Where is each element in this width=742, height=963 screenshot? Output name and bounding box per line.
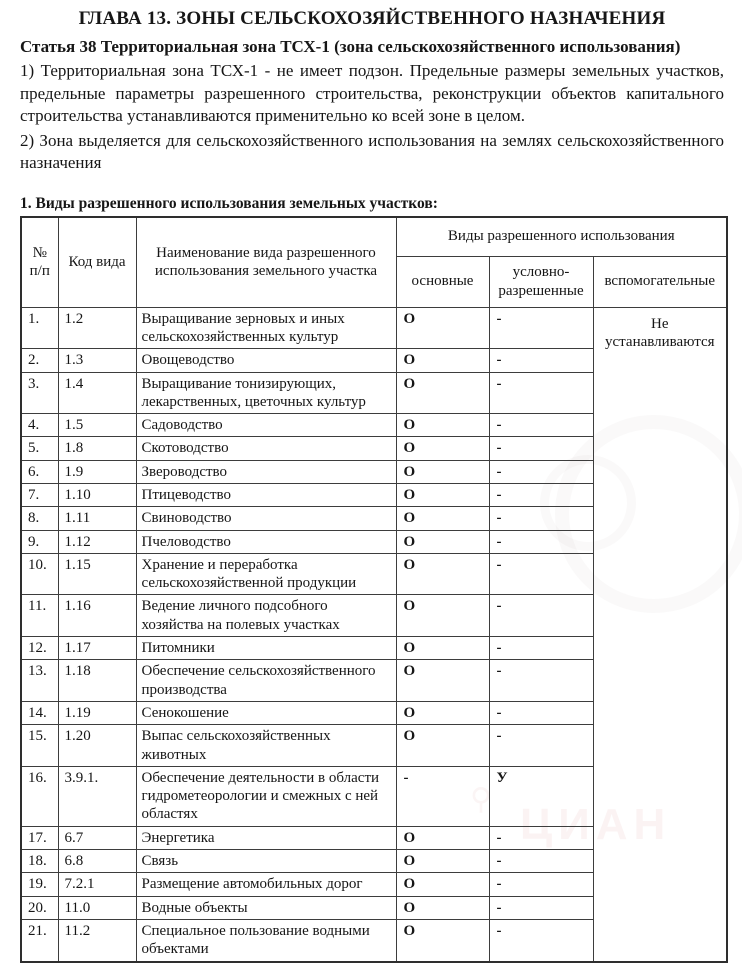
row-name: Скотоводство <box>136 437 396 460</box>
row-main-value: О <box>396 919 489 961</box>
auxiliary-merged-cell: Не устанавливаются <box>593 307 727 961</box>
row-conditional-value: - <box>489 896 593 919</box>
row-num: 5. <box>21 437 58 460</box>
row-main-value: О <box>396 484 489 507</box>
row-conditional-value: - <box>489 507 593 530</box>
row-name: Сенокошение <box>136 701 396 724</box>
row-main-value: О <box>396 460 489 483</box>
row-main-value: О <box>396 896 489 919</box>
row-code: 1.3 <box>58 349 136 372</box>
row-conditional-value: - <box>489 484 593 507</box>
row-name: Выращивание зерновых и иных сельскохозяйственных культур <box>136 307 396 349</box>
row-code: 1.10 <box>58 484 136 507</box>
row-name: Специальное пользование водными объектами <box>136 919 396 961</box>
row-main-value: О <box>396 826 489 849</box>
row-name: Связь <box>136 850 396 873</box>
row-main-value: О <box>396 850 489 873</box>
row-code: 1.11 <box>58 507 136 530</box>
row-name: Пчеловодство <box>136 530 396 553</box>
row-main-value: О <box>396 372 489 414</box>
row-main-value: О <box>396 414 489 437</box>
col-header-main: основные <box>396 256 489 307</box>
article-title: Статья 38 Территориальная зона ТСХ-1 (зона сельскохозяйственного использования) <box>20 37 681 56</box>
row-num: 19. <box>21 873 58 896</box>
row-main-value: - <box>396 766 489 826</box>
watermark-logo-text: ЦИАН <box>520 800 672 849</box>
row-conditional-value: - <box>489 437 593 460</box>
table-caption: 1. Виды разрешенного использования земельных участков: <box>20 194 438 212</box>
row-num: 10. <box>21 553 58 595</box>
row-main-value: О <box>396 530 489 553</box>
row-code: 1.2 <box>58 307 136 349</box>
watermark-pin-icon: ⚲ <box>470 783 492 816</box>
paragraph-1: 1) Территориальная зона ТСХ-1 - не имеет подзон. Предельные размеры земельных участков, предельные параметры разрешенного строительства, реконструкции объектов капитального строительства устанавливаются применительно ко всей зоне в целом. <box>20 61 724 126</box>
col-header-code: Код вида <box>58 217 136 308</box>
row-name: Обеспечение сельскохозяйственного производства <box>136 660 396 702</box>
row-code: 1.17 <box>58 637 136 660</box>
row-name: Водные объекты <box>136 896 396 919</box>
row-code: 1.4 <box>58 372 136 414</box>
row-conditional-value: - <box>489 919 593 961</box>
row-code: 1.18 <box>58 660 136 702</box>
row-num: 7. <box>21 484 58 507</box>
row-code: 1.15 <box>58 553 136 595</box>
row-code: 1.9 <box>58 460 136 483</box>
row-main-value: О <box>396 873 489 896</box>
row-conditional-value: - <box>489 595 593 637</box>
row-main-value: О <box>396 660 489 702</box>
row-name: Ведение личного подсобного хозяйства на полевых участках <box>136 595 396 637</box>
row-conditional-value: - <box>489 414 593 437</box>
row-conditional-value: У <box>489 766 593 826</box>
row-main-value: О <box>396 349 489 372</box>
row-name: Энергетика <box>136 826 396 849</box>
row-main-value: О <box>396 595 489 637</box>
row-main-value: О <box>396 507 489 530</box>
row-conditional-value: - <box>489 701 593 724</box>
row-conditional-value: - <box>489 349 593 372</box>
row-name: Выпас сельскохозяйственных животных <box>136 725 396 767</box>
row-conditional-value: - <box>489 826 593 849</box>
col-header-auxiliary-label: вспомогательные <box>604 273 716 290</box>
row-name: Звероводство <box>136 460 396 483</box>
row-name: Выращивание тонизирующих, лекарственных, цветочных культур <box>136 372 396 414</box>
row-name: Обеспечение деятельности в области гидрометеорологии и смежных с ней областях <box>136 766 396 826</box>
col-header-auxiliary <box>593 256 727 307</box>
row-conditional-value: - <box>489 660 593 702</box>
row-code: 6.8 <box>58 850 136 873</box>
row-num: 13. <box>21 660 58 702</box>
row-main-value: О <box>396 725 489 767</box>
row-conditional-value: - <box>489 553 593 595</box>
row-conditional-value: - <box>489 460 593 483</box>
row-name: Свиноводство <box>136 507 396 530</box>
row-code: 11.2 <box>58 919 136 961</box>
col-header-conditional: условно-разрешенные <box>489 256 593 307</box>
table-header <box>21 217 727 308</box>
table-row <box>21 307 727 349</box>
row-num: 8. <box>21 507 58 530</box>
row-num: 16. <box>21 766 58 826</box>
permitted-use-table <box>20 216 728 963</box>
row-name: Птицеводство <box>136 484 396 507</box>
table-body <box>21 307 727 961</box>
row-num: 9. <box>21 530 58 553</box>
row-num: 18. <box>21 850 58 873</box>
row-num: 11. <box>21 595 58 637</box>
row-conditional-value: - <box>489 637 593 660</box>
row-code: 6.7 <box>58 826 136 849</box>
col-header-group: Виды разрешенного использования <box>396 217 727 257</box>
row-num: 6. <box>21 460 58 483</box>
row-code: 1.20 <box>58 725 136 767</box>
row-num: 15. <box>21 725 58 767</box>
row-main-value: О <box>396 701 489 724</box>
row-code: 11.0 <box>58 896 136 919</box>
row-code: 1.12 <box>58 530 136 553</box>
row-num: 3. <box>21 372 58 414</box>
row-name: Питомники <box>136 637 396 660</box>
row-num: 4. <box>21 414 58 437</box>
row-code: 1.16 <box>58 595 136 637</box>
row-name: Овощеводство <box>136 349 396 372</box>
chapter-title: ГЛАВА 13. ЗОНЫ СЕЛЬСКОХОЗЯЙСТВЕННОГО НАЗНАЧЕНИЯ <box>78 8 666 29</box>
row-name: Размещение автомобильных дорог <box>136 873 396 896</box>
col-header-name: Наименование вида разрешенного использования земельного участка <box>136 217 396 308</box>
col-header-num: № п/п <box>21 217 58 308</box>
row-num: 17. <box>21 826 58 849</box>
row-conditional-value: - <box>489 530 593 553</box>
row-main-value: О <box>396 437 489 460</box>
row-conditional-value: - <box>489 725 593 767</box>
row-num: 12. <box>21 637 58 660</box>
row-num: 14. <box>21 701 58 724</box>
row-main-value: О <box>396 307 489 349</box>
row-code: 3.9.1. <box>58 766 136 826</box>
row-name: Садоводство <box>136 414 396 437</box>
row-conditional-value: - <box>489 850 593 873</box>
row-num: 1. <box>21 307 58 349</box>
row-code: 1.5 <box>58 414 136 437</box>
row-conditional-value: - <box>489 372 593 414</box>
row-code: 7.2.1 <box>58 873 136 896</box>
row-num: 2. <box>21 349 58 372</box>
row-num: 21. <box>21 919 58 961</box>
row-code: 1.19 <box>58 701 136 724</box>
row-name: Хранение и переработка сельскохозяйственной продукции <box>136 553 396 595</box>
row-conditional-value: - <box>489 873 593 896</box>
row-code: 1.8 <box>58 437 136 460</box>
row-main-value: О <box>396 637 489 660</box>
row-num: 20. <box>21 896 58 919</box>
row-conditional-value: - <box>489 307 593 349</box>
row-main-value: О <box>396 553 489 595</box>
paragraph-2: 2) Зона выделяется для сельскохозяйственного использования на землях сельскохозяйственного назначения <box>20 130 724 173</box>
